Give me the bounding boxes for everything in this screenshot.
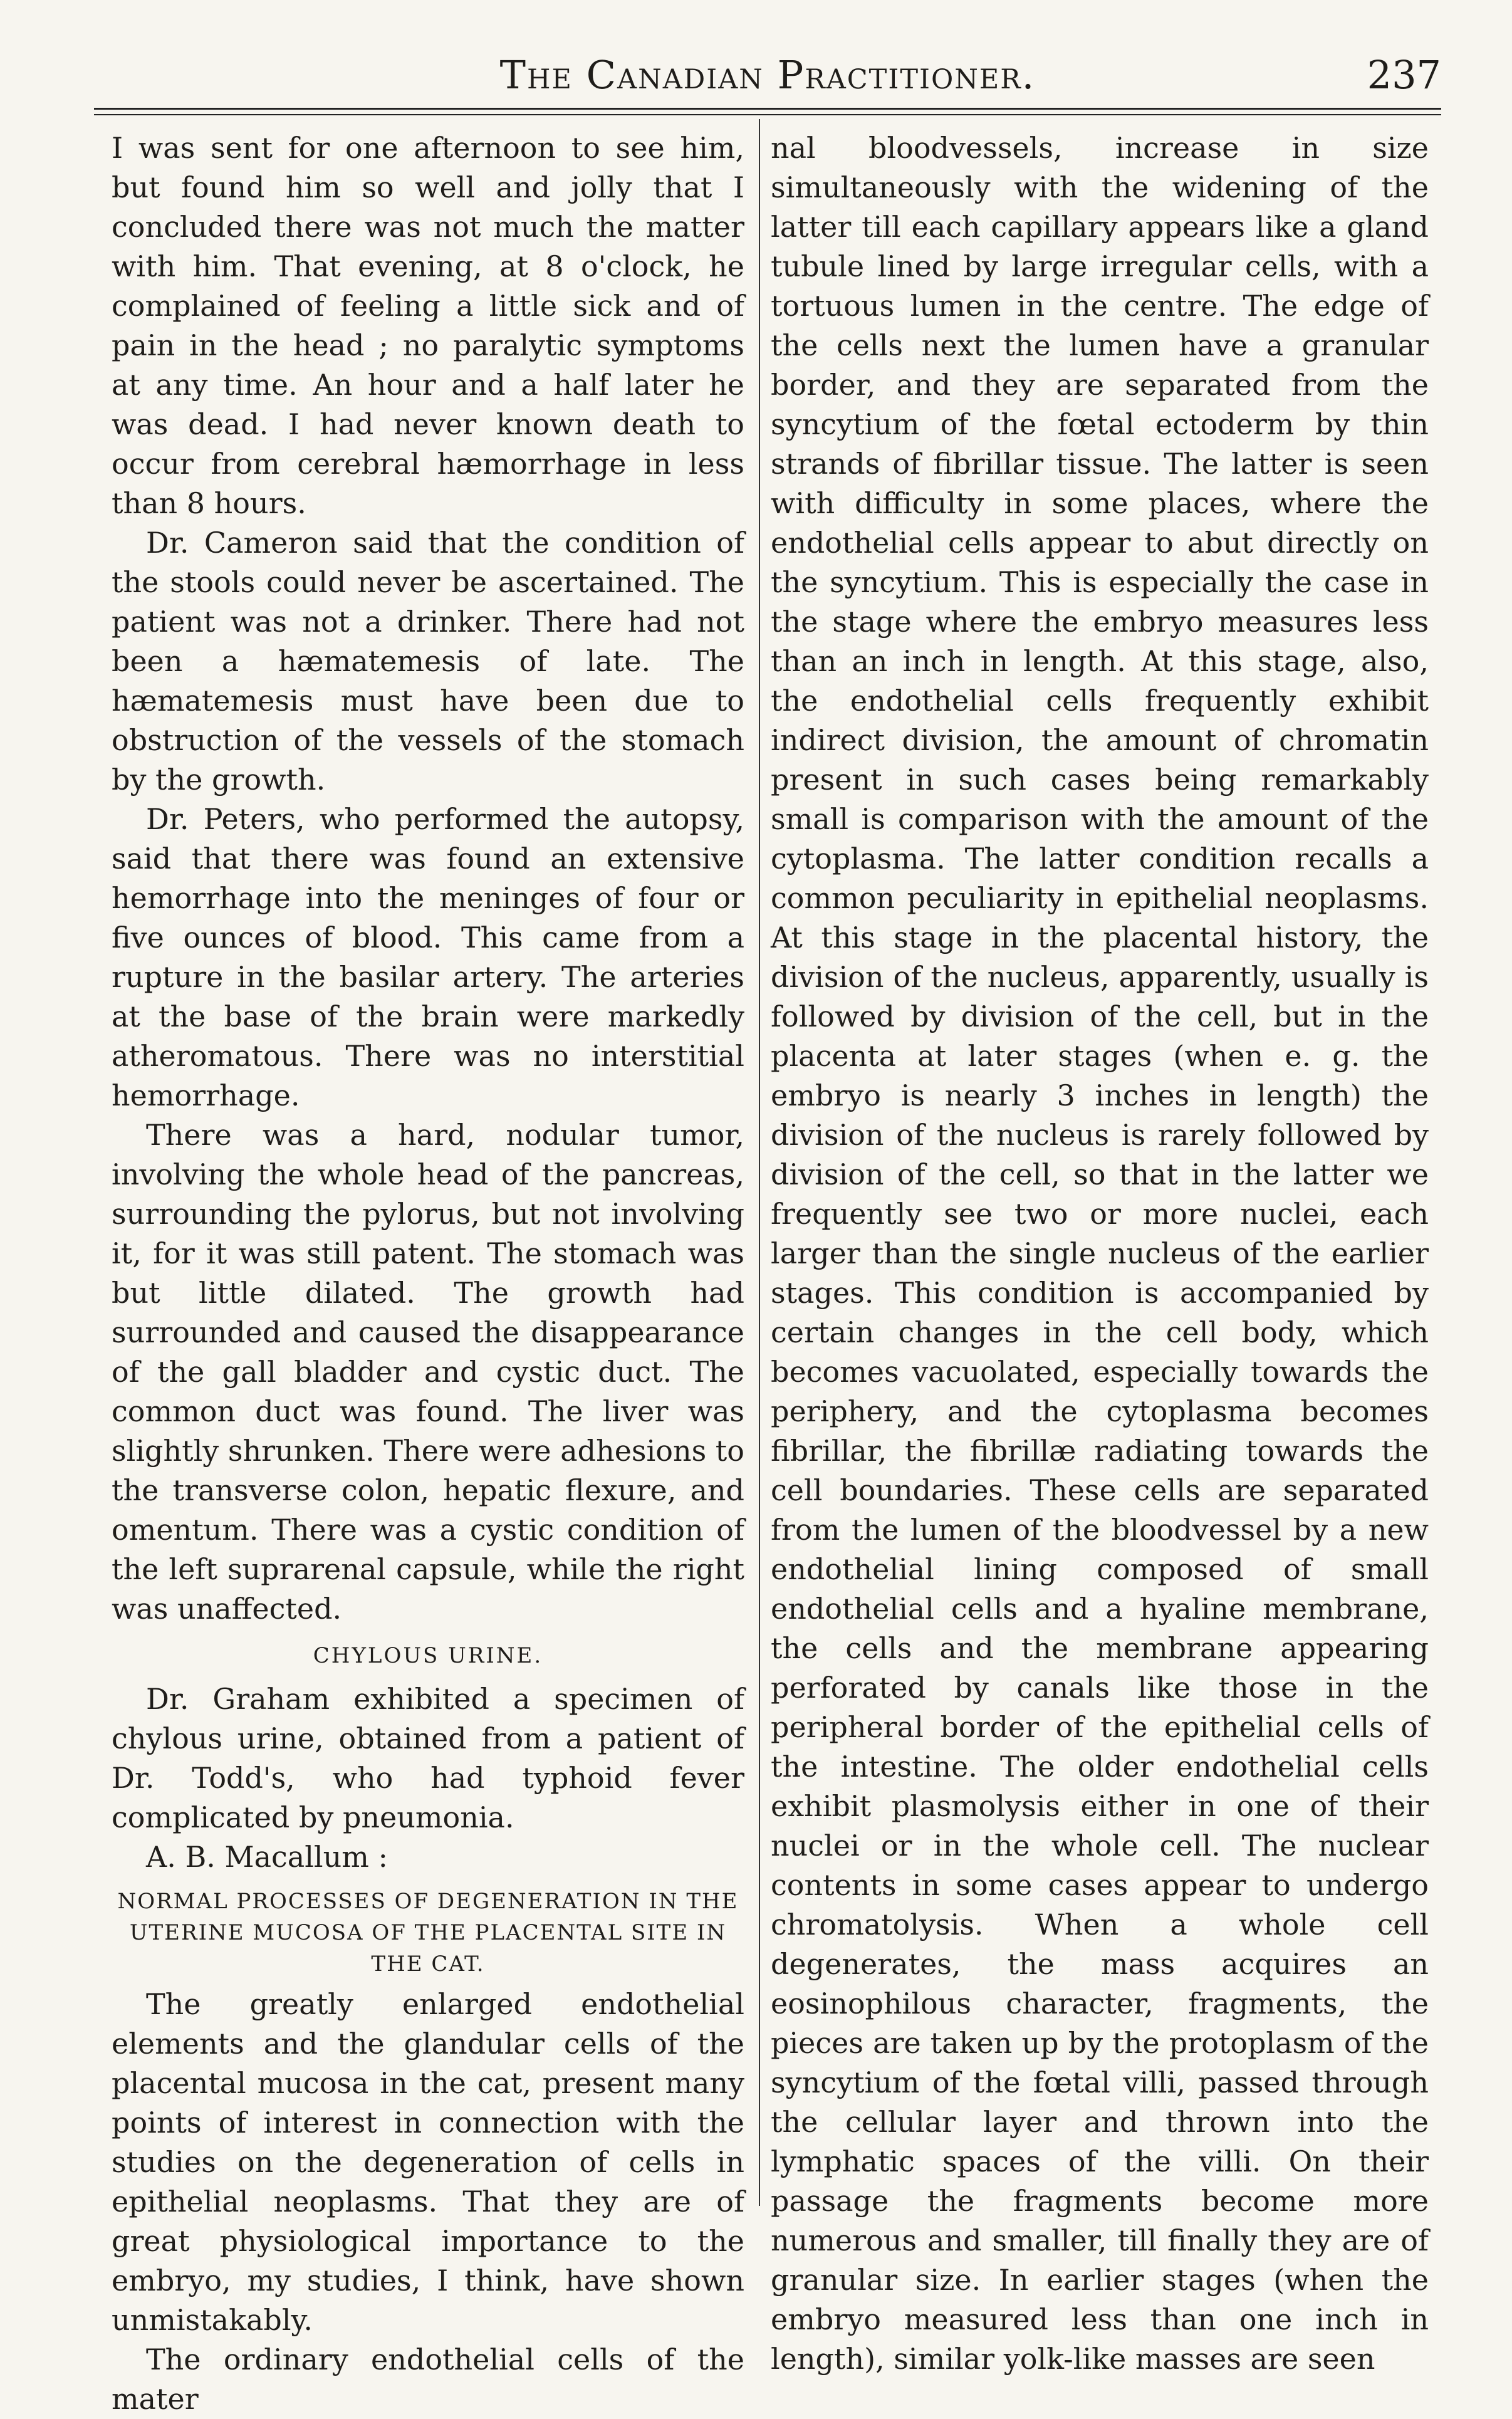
paragraph: Dr. Graham exhibited a specimen of chylous urine, obtained from a patient of Dr. Todd's, who had typhoid fever complicated by pneumonia. [112, 1682, 744, 1834]
paragraph: Dr. Cameron said that the condition of the stools could never be ascertained. The patient was not a drinker. There had not been a hæmatemesis of late. The hæmatemesis must have been due to obstruction of the vessels of the stomach by the growth. [112, 526, 744, 797]
header-rule [94, 108, 1441, 110]
paragraph: Dr. Peters, who performed the autopsy, said that there was found an extensive hemorrhage into the meninges of four or five ounces of blood. This came from a rupture in the basilar artery. The arteries at the base of the brain were markedly atheromatous. There was no interstitial hemorrhage. [112, 802, 744, 1112]
paragraph: The ordinary endothelial cells of the mater [112, 2343, 744, 2416]
section-heading: CHYLOUS URINE. [313, 1643, 543, 1668]
paragraph: The greatly enlarged endothelial elements and the glandular cells of the placental mucosa in the cat, present many points of interest in connection with the studies on the degeneration of cells in epithelial neoplasms. That they are of great physiological importance to the embryo, my studies, I think, have shown unmistakably. [112, 1987, 744, 2337]
section-heading: NORMAL PROCESSES OF DEGENERATION IN THE UTERINE MUCOSA OF THE PLACENTAL SITE IN THE CAT. [117, 1889, 739, 1977]
paragraph: I was sent for one afternoon to see him, but found him so well and jolly that I concluded there was not much the matter with him. That evening, at 8 o'clock, he complained of feeling a little sick and of pain in the head ; no paralytic symptoms at any time. An hour and a half later he was dead. I had never known death to occur from cerebral hæmorrhage in less than 8 hours. [112, 131, 744, 520]
header-rule-secondary [94, 114, 1441, 115]
paragraph: There was a hard, nodular tumor, involving the whole head of the pancreas, surrounding the pylorus, but not involving it, for it was still patent. The stomach was but little dilated. The growth had surrounded and caused the disappearance of the gall bladder and cystic duct. The common duct was found. The liver was slightly shrunken. There were adhesions to the transverse colon, hepatic flexure, and omentum. There was a cystic condition of the left suprarenal capsule, while the right was unaffected. [112, 1118, 744, 1626]
paragraph: A. B. Macallum : [146, 1840, 388, 1874]
running-title: The Canadian Practitioner. [499, 52, 1036, 98]
left-column [112, 128, 744, 2419]
page-number: 237 [1367, 52, 1441, 98]
page-header [94, 34, 1441, 110]
paragraph: nal bloodvessels, increase in size simultaneously with the widening of the latter till each capillary appears like a gland tubule lined by large irregular cells, with a tortuous lumen in the centre. The edge of the cells next the lumen have a granular border, and they are separated from the syncytium of the fœtal ectoderm by thin strands of fibrillar tissue. The latter is seen with difficulty in some places, where the endothelial cells appear to abut directly on the syncytium. This is especially the case in the stage where the embryo measures less than an inch in length. At this stage, also, the endothelial cells frequently exhibit indirect division, the amount of chromatin present in such cases being remarkably small is comparison with the amount of the cytoplasma. The latter condition recalls a common peculiarity in epithelial neoplasms. At this stage in the placental history, the division of the nucleus, apparently, usually is followed by division of the cell, but in the placenta at later stages (when e. g. the embryo is nearly 3 inches in length) the division of the nucleus is rarely followed by division of the cell, so that in the latter we frequently see two or more nuclei, each larger than the single nucleus of the earlier stages. This condition is accompanied by certain changes in the cell body, which becomes vacuolated, especially towards the periphery, and the cytoplasma becomes fibrillar, the fibrillæ radiating towards the cell boundaries. These cells are separated from the lumen of the bloodvessel by a new endothelial lining composed of small endothelial cells and a hyaline membrane, the cells and the membrane appearing perforated by canals like those in the peripheral border of the epithelial cells of the intestine. The older endothelial cells exhibit plasmolysis either in one of their nuclei or in the whole cell. The nuclear contents in some cases appear to undergo chromatolysis. When a whole cell degenerates, the mass acquires an eosinophilous character, fragments, the pieces are taken up by the protoplasm of the syncytium of the fœtal villi, passed through the cellular layer and thrown into the lymphatic spaces of the villi. On their passage the fragments become more numerous and smaller, till finally they are of granular size. In earlier stages (when the embryo measured less than one inch in length), similar yolk-like masses are seen [771, 131, 1429, 2376]
right-column [771, 128, 1429, 2379]
column-divider [759, 119, 760, 2206]
